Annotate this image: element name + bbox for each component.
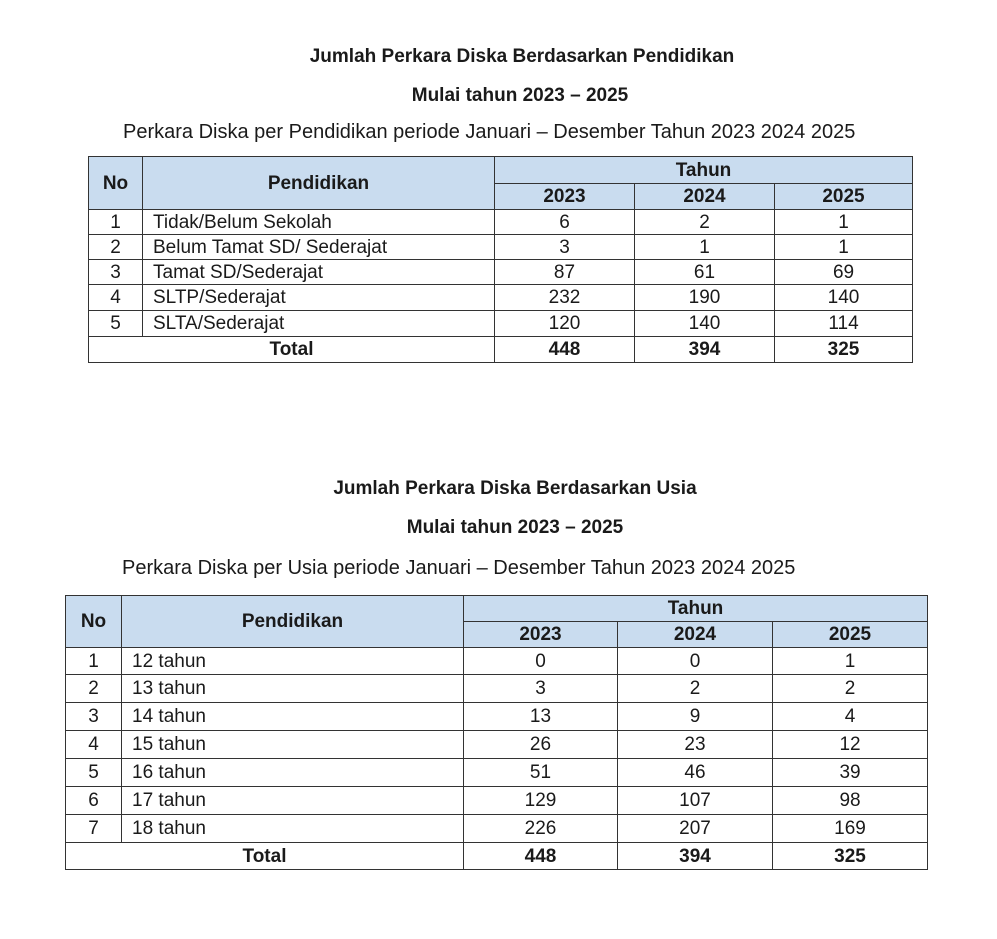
row-label: 13 tahun	[122, 675, 464, 703]
table2-header-category: Pendidikan	[122, 596, 464, 648]
row-value: 98	[773, 787, 928, 815]
row-value: 69	[775, 260, 913, 285]
row-value: 232	[495, 285, 635, 311]
row-no: 3	[89, 260, 143, 285]
table2-period: Mulai tahun 2023 – 2025	[406, 517, 624, 538]
table1-header-year-group: Tahun	[495, 157, 913, 184]
row-value: 169	[773, 815, 928, 843]
row-value: 140	[775, 285, 913, 311]
table2-header-no: No	[66, 596, 122, 648]
row-no: 4	[66, 731, 122, 759]
table2-title: Jumlah Perkara Diska Berdasarkan Usia	[333, 478, 697, 499]
table1-header-no: No	[89, 157, 143, 210]
row-value: 0	[464, 648, 618, 675]
row-no: 2	[66, 675, 122, 703]
row-value: 129	[464, 787, 618, 815]
table-row	[66, 815, 928, 843]
row-label: Belum Tamat SD/ Sederajat	[143, 235, 495, 260]
row-no: 6	[66, 787, 122, 815]
table-row	[89, 235, 913, 260]
table2-subtitle: Perkara Diska per Usia periode Januari – Desember Tahun 2023 2024 2025	[122, 557, 796, 579]
table2-header-year: 2023	[464, 622, 618, 648]
table-row	[89, 260, 913, 285]
row-value: 51	[464, 759, 618, 787]
row-no: 3	[66, 703, 122, 731]
row-label: 18 tahun	[122, 815, 464, 843]
row-label: Tamat SD/Sederajat	[143, 260, 495, 285]
total-label: Total	[89, 337, 495, 363]
table1-subtitle: Perkara Diska per Pendidikan periode Januari – Desember Tahun 2023 2024 2025	[123, 121, 856, 143]
total-value: 394	[618, 843, 773, 870]
total-row	[66, 843, 928, 870]
row-value: 4	[773, 703, 928, 731]
row-label: Tidak/Belum Sekolah	[143, 210, 495, 235]
row-value: 190	[635, 285, 775, 311]
row-label: 14 tahun	[122, 703, 464, 731]
table1-header-year: 2023	[495, 184, 635, 210]
total-value: 394	[635, 337, 775, 363]
row-no: 7	[66, 815, 122, 843]
row-label: SLTP/Sederajat	[143, 285, 495, 311]
total-value: 448	[495, 337, 635, 363]
row-value: 107	[618, 787, 773, 815]
row-no: 1	[66, 648, 122, 675]
table1	[88, 156, 913, 363]
row-value: 3	[464, 675, 618, 703]
row-no: 5	[89, 311, 143, 337]
row-label: 12 tahun	[122, 648, 464, 675]
row-value: 3	[495, 235, 635, 260]
row-value: 114	[775, 311, 913, 337]
row-label: 17 tahun	[122, 787, 464, 815]
table-row	[89, 210, 913, 235]
table2-header-year: 2024	[618, 622, 773, 648]
table1-header-year: 2024	[635, 184, 775, 210]
table-row	[66, 648, 928, 675]
row-no: 5	[66, 759, 122, 787]
table-row	[66, 703, 928, 731]
row-value: 26	[464, 731, 618, 759]
table-row	[66, 731, 928, 759]
row-value: 23	[618, 731, 773, 759]
row-value: 13	[464, 703, 618, 731]
table1-title: Jumlah Perkara Diska Berdasarkan Pendidikan	[309, 46, 735, 67]
row-label: 16 tahun	[122, 759, 464, 787]
row-no: 1	[89, 210, 143, 235]
row-value: 46	[618, 759, 773, 787]
table1-header-year: 2025	[775, 184, 913, 210]
total-row	[89, 337, 913, 363]
row-value: 226	[464, 815, 618, 843]
table1-header-category: Pendidikan	[143, 157, 495, 210]
row-value: 9	[618, 703, 773, 731]
table2	[65, 595, 928, 870]
row-value: 87	[495, 260, 635, 285]
table-row	[89, 285, 913, 311]
table-row	[66, 787, 928, 815]
total-label: Total	[66, 843, 464, 870]
table1-period: Mulai tahun 2023 – 2025	[411, 85, 629, 106]
row-value: 2	[618, 675, 773, 703]
table2-header-year: 2025	[773, 622, 928, 648]
row-value: 2	[773, 675, 928, 703]
row-value: 207	[618, 815, 773, 843]
row-value: 1	[775, 210, 913, 235]
row-value: 1	[773, 648, 928, 675]
row-value: 1	[775, 235, 913, 260]
row-no: 2	[89, 235, 143, 260]
row-value: 2	[635, 210, 775, 235]
total-value: 448	[464, 843, 618, 870]
table-row	[89, 311, 913, 337]
row-value: 120	[495, 311, 635, 337]
row-value: 6	[495, 210, 635, 235]
row-value: 61	[635, 260, 775, 285]
row-label: 15 tahun	[122, 731, 464, 759]
row-value: 1	[635, 235, 775, 260]
row-label: SLTA/Sederajat	[143, 311, 495, 337]
row-value: 140	[635, 311, 775, 337]
row-no: 4	[89, 285, 143, 311]
table-row	[66, 675, 928, 703]
row-value: 0	[618, 648, 773, 675]
row-value: 12	[773, 731, 928, 759]
table2-header-year-group: Tahun	[464, 596, 928, 622]
row-value: 39	[773, 759, 928, 787]
total-value: 325	[773, 843, 928, 870]
total-value: 325	[775, 337, 913, 363]
table-row	[66, 759, 928, 787]
